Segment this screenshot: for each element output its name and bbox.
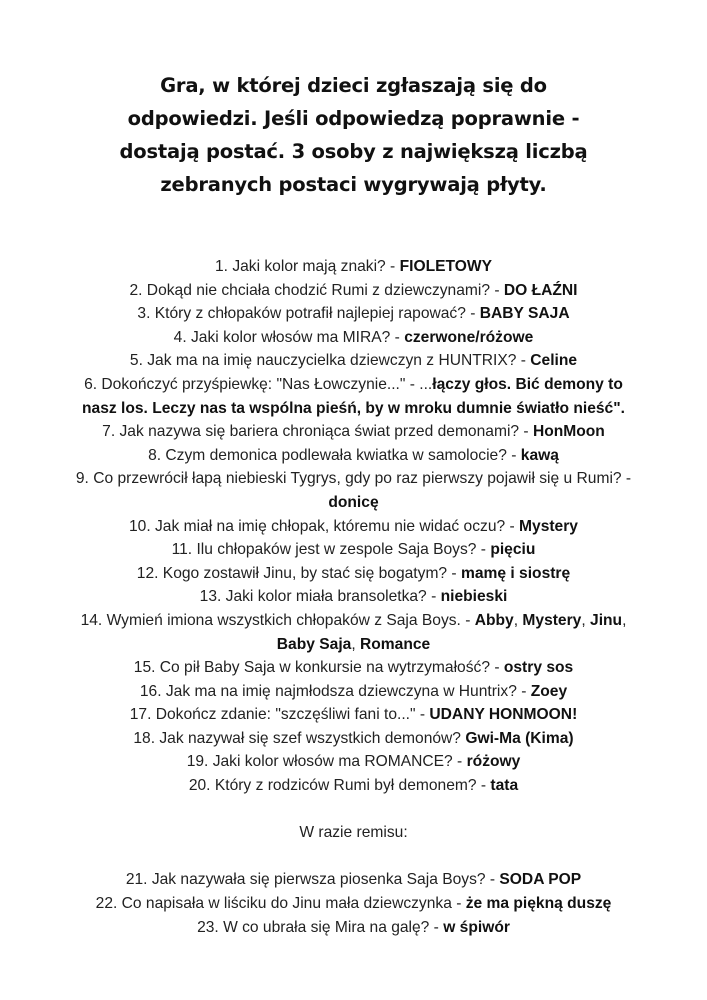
answer-text: Abby (474, 611, 514, 629)
question-item (70, 868, 637, 892)
answer-text: kawą (520, 446, 559, 464)
answer-text: Celine (530, 352, 578, 370)
answer-text: Gwi-Ma (Kima) (465, 729, 574, 747)
answer-text: niebieski (440, 588, 508, 606)
answer-text: BABY SAJA (479, 305, 570, 323)
question-item (70, 326, 637, 350)
answer-text: Zoey (530, 682, 568, 700)
question-text: 16. Jak ma na imię najmłodsza dziewczyna w Huntrix? - (139, 682, 531, 700)
question-item (70, 467, 637, 514)
answer-text: Baby Saja (276, 635, 352, 653)
question-text: , (513, 611, 523, 629)
question-text: 17. Dokończ zdanie: "szczęśliwi fani to..." - (129, 706, 430, 724)
question-text: 2. Dokąd nie chciała chodzić Rumi z dziewczynami? - (129, 281, 504, 299)
question-item (70, 750, 637, 774)
answer-text: UDANY HONMOON! (429, 706, 578, 724)
main-questions (70, 255, 637, 798)
spacer (70, 798, 637, 822)
answer-text: pięciu (490, 541, 536, 559)
answer-text: FIOLETOWY (399, 258, 492, 275)
question-text: 21. Jak nazywała się pierwsza piosenka Saja Boys? - (125, 871, 500, 889)
question-item (70, 680, 637, 704)
tiebreak-questions (70, 868, 637, 939)
question-item (70, 515, 637, 539)
question-text: , (581, 611, 591, 629)
answer-text: Romance (360, 635, 431, 653)
question-text: 19. Jaki kolor włosów ma ROMANCE? - (186, 753, 467, 771)
question-text: 22. Co napisała w liściku do Jinu mała dziewczynka - (95, 895, 466, 913)
answer-text: Mystery (522, 611, 582, 629)
answer-text: ostry sos (503, 659, 574, 677)
question-text: 12. Kogo zostawił Jinu, by stać się bogatym? - (136, 564, 461, 582)
question-text: 13. Jaki kolor miała bransoletka? - (199, 588, 441, 606)
tiebreak-label: W razie remisu: (299, 824, 408, 842)
question-item (70, 727, 637, 751)
question-item (70, 444, 637, 468)
question-item (70, 656, 637, 680)
question-item (70, 279, 637, 303)
answer-text: SODA POP (499, 871, 582, 889)
question-item (70, 892, 637, 916)
question-text: 1. Jaki kolor mają znaki? - (214, 258, 400, 275)
question-text: 4. Jaki kolor włosów ma MIRA? - (173, 328, 405, 346)
question-item (70, 562, 637, 586)
question-text: 9. Co przewrócił łapą niebieski Tygrys, gdy po raz pierwszy pojawił się u Rumi? - (75, 470, 632, 488)
question-item (70, 420, 637, 444)
question-text: 14. Wymień imiona wszystkich chłopaków z Saja Boys. - (80, 611, 475, 629)
page-title: Gra, w której dzieci zgłaszają się do odpowiedzi. Jeśli odpowiedzą poprawnie - dostają postać. 3 osoby z największą liczbą zebranych postaci wygrywają płyty. (119, 74, 588, 196)
question-item (70, 302, 637, 326)
answer-text: mamę i siostrę (460, 564, 571, 582)
question-text: 8. Czym demonica podlewała kwiatka w samolocie? - (148, 446, 521, 464)
question-item (70, 373, 637, 420)
question-text: 18. Jak nazywał się szef wszystkich demonów? (133, 729, 466, 747)
question-text: 10. Jak miał na imię chłopak, któremu nie widać oczu? - (129, 517, 520, 535)
answer-text: w śpiwór (443, 918, 510, 936)
answer-text: że ma piękną duszę (465, 895, 612, 913)
question-text: 7. Jak nazywa się bariera chroniąca świat przed demonami? - (102, 423, 533, 441)
question-list (70, 255, 637, 939)
answer-text: HonMoon (532, 423, 605, 441)
answer-text: DO ŁAŹNI (503, 281, 578, 299)
question-item (70, 609, 637, 656)
question-text: 5. Jak ma na imię nauczycielka dziewczyn z HUNTRIX? - (129, 352, 531, 370)
question-item (70, 255, 637, 279)
question-text: 20. Który z rodziców Rumi był demonem? - (188, 777, 491, 795)
question-item (70, 703, 637, 727)
answer-text: donicę (328, 493, 379, 511)
question-item (70, 349, 637, 373)
question-item (70, 585, 637, 609)
question-text: , (351, 635, 360, 653)
answer-text: tata (490, 777, 519, 795)
spacer (70, 845, 637, 869)
question-item (70, 774, 637, 798)
answer-text: różowy (466, 753, 521, 771)
question-text: 15. Co pił Baby Saja w konkursie na wytrzymałość? - (133, 659, 504, 677)
question-text: 11. Ilu chłopaków jest w zespole Saja Boys? - (171, 541, 491, 559)
question-text: 23. W co ubrała się Mira na galę? - (197, 918, 444, 936)
answer-text: czerwone/różowe (404, 328, 534, 346)
question-text: , (622, 611, 627, 629)
question-text: 6. Dokończyć przyśpiewkę: "Nas Łowczynie..." - ... (84, 375, 433, 393)
question-item (70, 916, 637, 940)
question-text: 3. Który z chłopaków potrafił najlepiej rapować? - (137, 305, 480, 323)
answer-text: Jinu (590, 611, 623, 629)
question-item (70, 538, 637, 562)
answer-text: łączy głos. Bić demony to nasz los. Leczy nas ta wspólna pieśń, by w mroku dumnie światło nieść". (82, 375, 625, 417)
answer-text: Mystery (519, 517, 578, 535)
